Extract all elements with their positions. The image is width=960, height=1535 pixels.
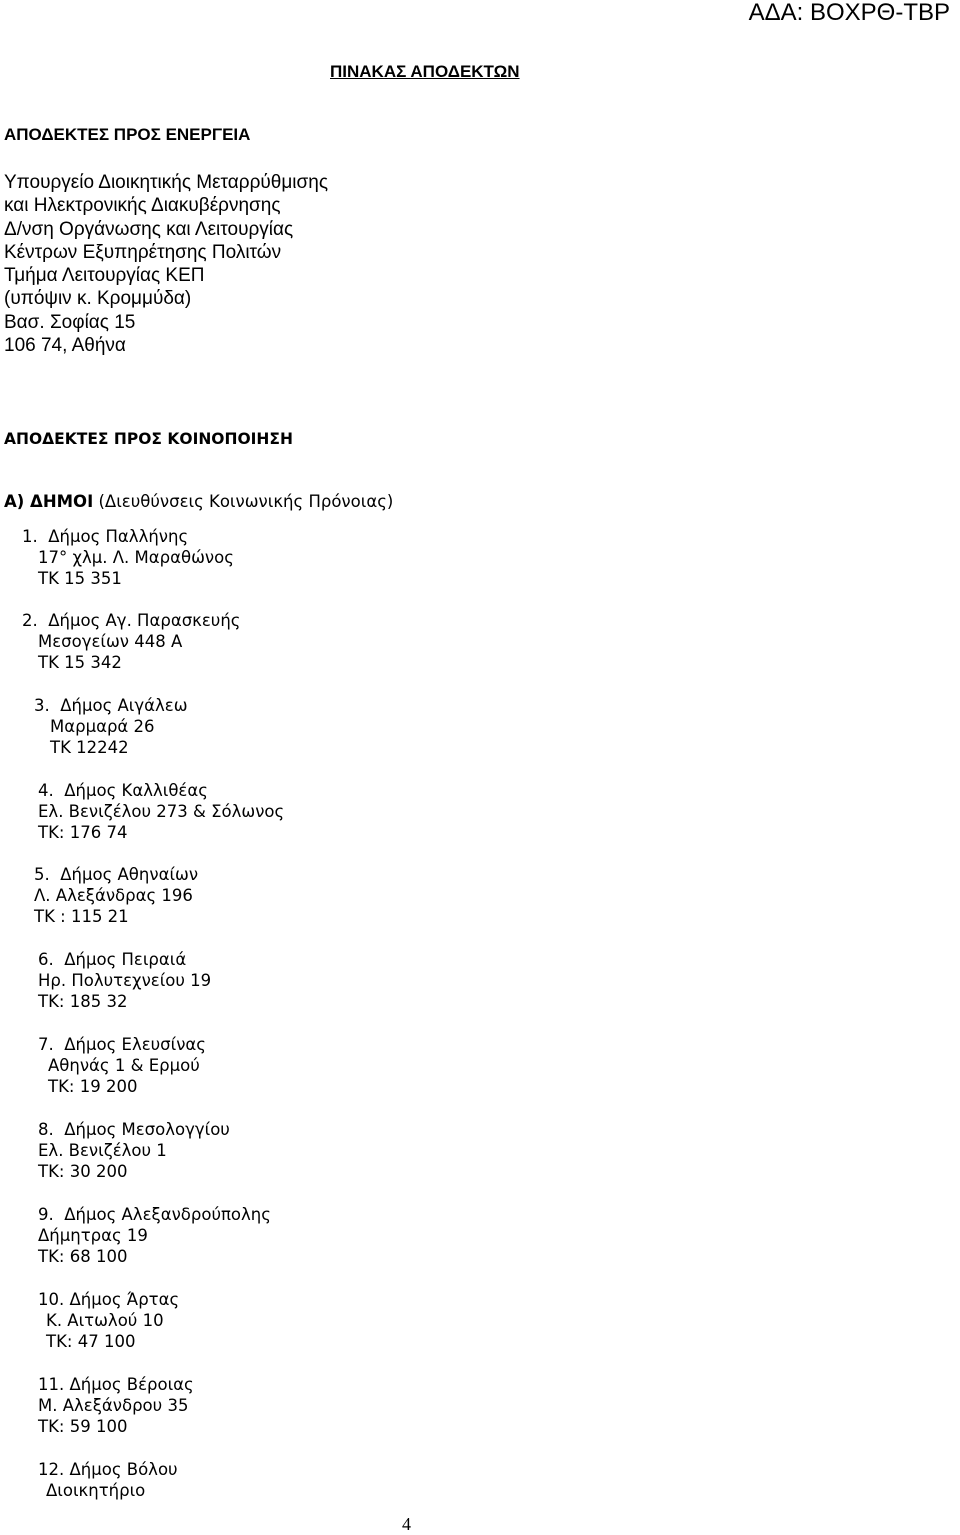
list-item: 12. Δήμος Βόλου Διοικητήριο: [38, 1460, 178, 1500]
address-line: και Ηλεκτρονικής Διακυβέρνησης: [4, 195, 281, 217]
municipality-name: Δήμος Βέροιας: [69, 1375, 194, 1394]
list-item: 11. Δήμος Βέροιας Μ. Αλεξάνδρου 35 ΤΚ: 59 100: [38, 1375, 194, 1436]
list-item: 1. Δήμος Παλλήνης 17° χλμ. Λ. Μαραθώνος ΤΚ 15 351: [22, 527, 234, 588]
municipality-name: Δήμος Αγ. Παρασκευής: [48, 611, 241, 630]
page-title: ΠΙΝΑΚΑΣ ΑΠΟΔΕΚΤΩΝ: [330, 62, 520, 81]
list-item: 3. Δήμος Αιγάλεω Μαρμαρά 26 ΤΚ 12242: [34, 696, 188, 757]
action-recipient-address: [4, 171, 328, 357]
municipality-name: Δήμος Αθηναίων: [60, 865, 199, 884]
group-heading: [4, 492, 393, 511]
municipality-name: Δήμος Άρτας: [69, 1290, 180, 1309]
municipality-name: Δήμος Βόλου: [69, 1460, 178, 1479]
page-number: 4: [402, 1514, 411, 1534]
address-line: Βασ. Σοφίας 15: [4, 311, 136, 333]
list-item: 9. Δήμος Αλεξανδρούπολης Δήμητρας 19 ΤΚ: 68 100: [38, 1205, 271, 1266]
address-line: Τμήμα Λειτουργίας ΚΕΠ: [4, 265, 205, 287]
action-heading: ΑΠΟΔΕΚΤΕΣ ΠΡΟΣ ΕΝΕΡΓΕΙΑ: [4, 125, 251, 144]
municipality-name: Δήμος Παλλήνης: [48, 527, 189, 546]
group-note: (Διευθύνσεις Κοινωνικής Πρόνοιας): [98, 492, 394, 511]
municipality-name: Δήμος Μεσολογγίου: [64, 1120, 230, 1139]
municipality-name: Δήμος Ελευσίνας: [64, 1035, 206, 1054]
address-line: Δ/νση Οργάνωσης και Λειτουργίας: [4, 218, 294, 240]
address-line: Κέντρων Εξυπηρέτησης Πολιτών: [4, 241, 282, 263]
municipality-name: Δήμος Καλλιθέας: [64, 781, 208, 800]
list-item: 4. Δήμος Καλλιθέας Ελ. Βενιζέλου 273 & Σόλωνος ΤΚ: 176 74: [38, 781, 285, 842]
list-item: 2. Δήμος Αγ. Παρασκευής Μεσογείων 448 Α ΤΚ 15 342: [22, 611, 241, 672]
cc-heading: ΑΠΟΔΕΚΤΕΣ ΠΡΟΣ ΚΟΙΝΟΠΟΙΗΣΗ: [4, 430, 293, 448]
list-item: 5. Δήμος Αθηναίων Λ. Αλεξάνδρας 196 ΤΚ : 115 21: [34, 865, 199, 926]
address-line: 106 74, Αθήνα: [4, 335, 126, 357]
municipality-name: Δήμος Πειραιά: [64, 950, 187, 969]
list-item: 8. Δήμος Μεσολογγίου Ελ. Βενιζέλου 1 ΤΚ: 30 200: [38, 1120, 230, 1181]
list-item: 7. Δήμος Ελευσίνας Αθηνάς 1 & Ερμού ΤΚ: 19 200: [38, 1035, 206, 1096]
list-item: 10. Δήμος Άρτας Κ. Αιτωλού 10 ΤΚ: 47 100: [38, 1290, 180, 1351]
municipality-name: Δήμος Αλεξανδρούπολης: [64, 1205, 271, 1224]
group-label: Α) ΔΗΜΟΙ: [4, 492, 94, 511]
ada-code: ΑΔΑ: ΒΟΧΡΘ-ΤΒΡ: [748, 0, 950, 26]
address-line: Υπουργείο Διοικητικής Μεταρρύθμισης: [4, 172, 328, 193]
municipality-name: Δήμος Αιγάλεω: [60, 696, 188, 715]
address-line: (υπόψιν κ. Κρομμύδα): [4, 288, 192, 310]
list-item: 6. Δήμος Πειραιά Ηρ. Πολυτεχνείου 19 ΤΚ: 185 32: [38, 950, 212, 1011]
